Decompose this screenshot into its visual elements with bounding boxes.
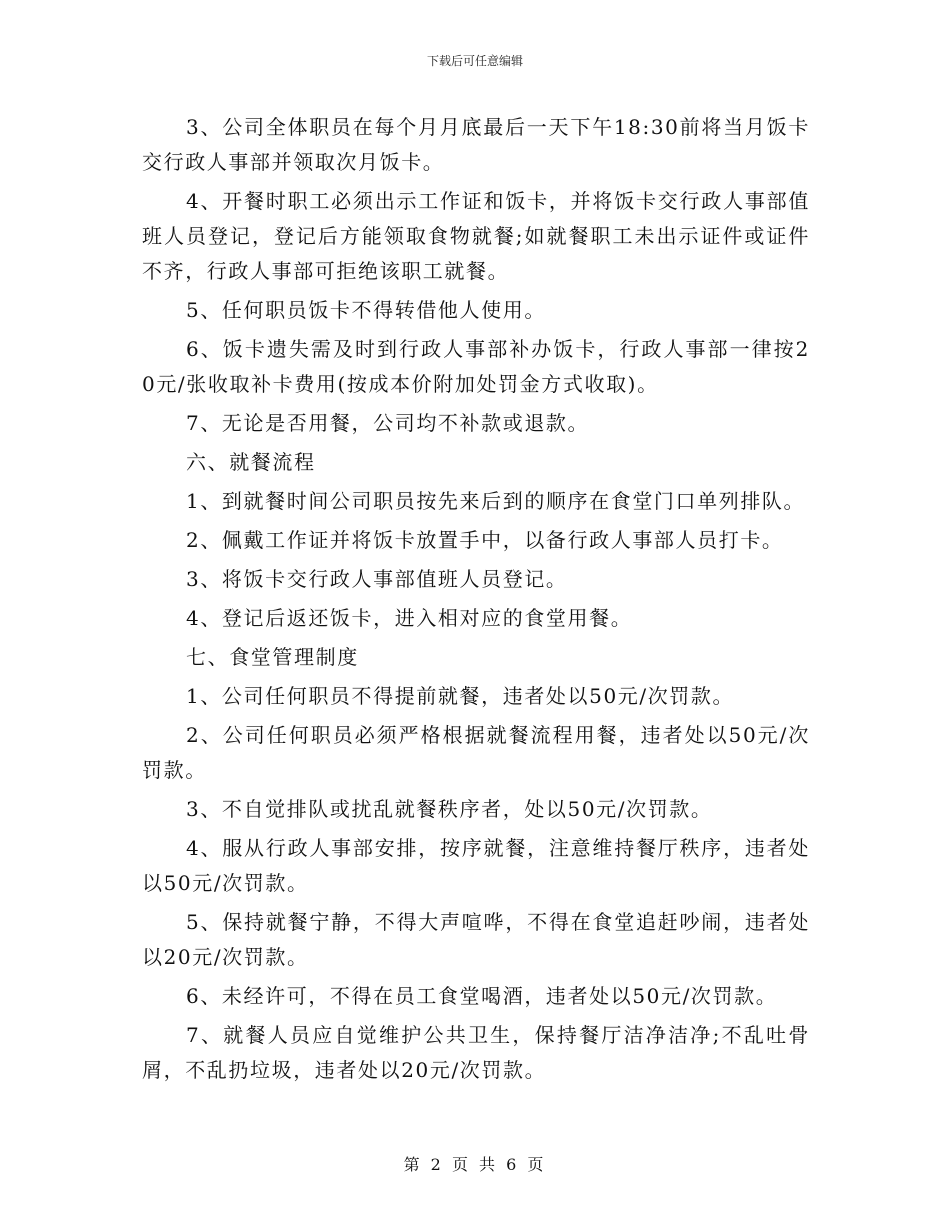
- paragraph-15: 6、未经许可，不得在员工食堂喝酒，违者处以50元/次罚款。: [186, 984, 778, 1008]
- paragraph-6: 1、到就餐时间公司职员按先来后到的顺序在食堂门口单列排队。: [186, 489, 806, 513]
- section-heading-dining-process: 六、就餐流程: [186, 450, 316, 474]
- page-number-footer: 第 2 页 共 6 页: [403, 1155, 547, 1174]
- paragraph-8: 3、将饭卡交行政人事部值班人员登记。: [186, 567, 568, 591]
- paragraph-16: 7、就餐人员应自觉维护公共卫生，保持餐厅洁净洁净;不乱吐骨屑，不乱扔垃圾，违者处以20元/次罚款。: [142, 1023, 810, 1082]
- paragraph-10: 1、公司任何职员不得提前就餐，违者处以50元/次罚款。: [186, 684, 735, 708]
- paragraph-12: 3、不自觉排队或扰乱就餐秩序者，处以50元/次罚款。: [186, 797, 713, 821]
- paragraph-2: 4、开餐时职工必须出示工作证和饭卡，并将饭卡交行政人事部值班人员登记，登记后方能领取食物就餐;如就餐职工未出示证件或证件不齐，行政人事部可拒绝该职工就餐。: [142, 189, 810, 283]
- section-heading-canteen-rules: 七、食堂管理制度: [186, 645, 359, 669]
- paragraph-9: 4、登记后返还饭卡，进入相对应的食堂用餐。: [186, 606, 633, 630]
- paragraph-14: 5、保持就餐宁静，不得大声喧哗，不得在食堂追赶吵闹，违者处以20元/次罚款。: [142, 910, 810, 969]
- paragraph-7: 2、佩戴工作证并将饭卡放置手中，以备行政人事部人员打卡。: [186, 528, 784, 552]
- paragraph-13: 4、服从行政人事部安排，按序就餐，注意维持餐厅秩序，违者处以50元/次罚款。: [142, 836, 810, 895]
- paragraph-3: 5、任何职员饭卡不得转借他人使用。: [186, 298, 546, 322]
- document-body: [142, 110, 810, 1092]
- paragraph-4: 6、饭卡遗失需及时到行政人事部补办饭卡，行政人事部一律按20元/张收取补卡费用(按成本价附加处罚金方式收取)。: [142, 337, 810, 396]
- paragraph-5: 7、无论是否用餐，公司均不补款或退款。: [186, 411, 590, 435]
- paragraph-1: 3、公司全体职员在每个月月底最后一天下午18:30前将当月饭卡交行政人事部并领取次月饭卡。: [142, 115, 810, 174]
- paragraph-11: 2、公司任何职员必须严格根据就餐流程用餐，违者处以50元/次罚款。: [142, 723, 810, 782]
- page-header-note: 下载后可任意编辑: [426, 54, 523, 68]
